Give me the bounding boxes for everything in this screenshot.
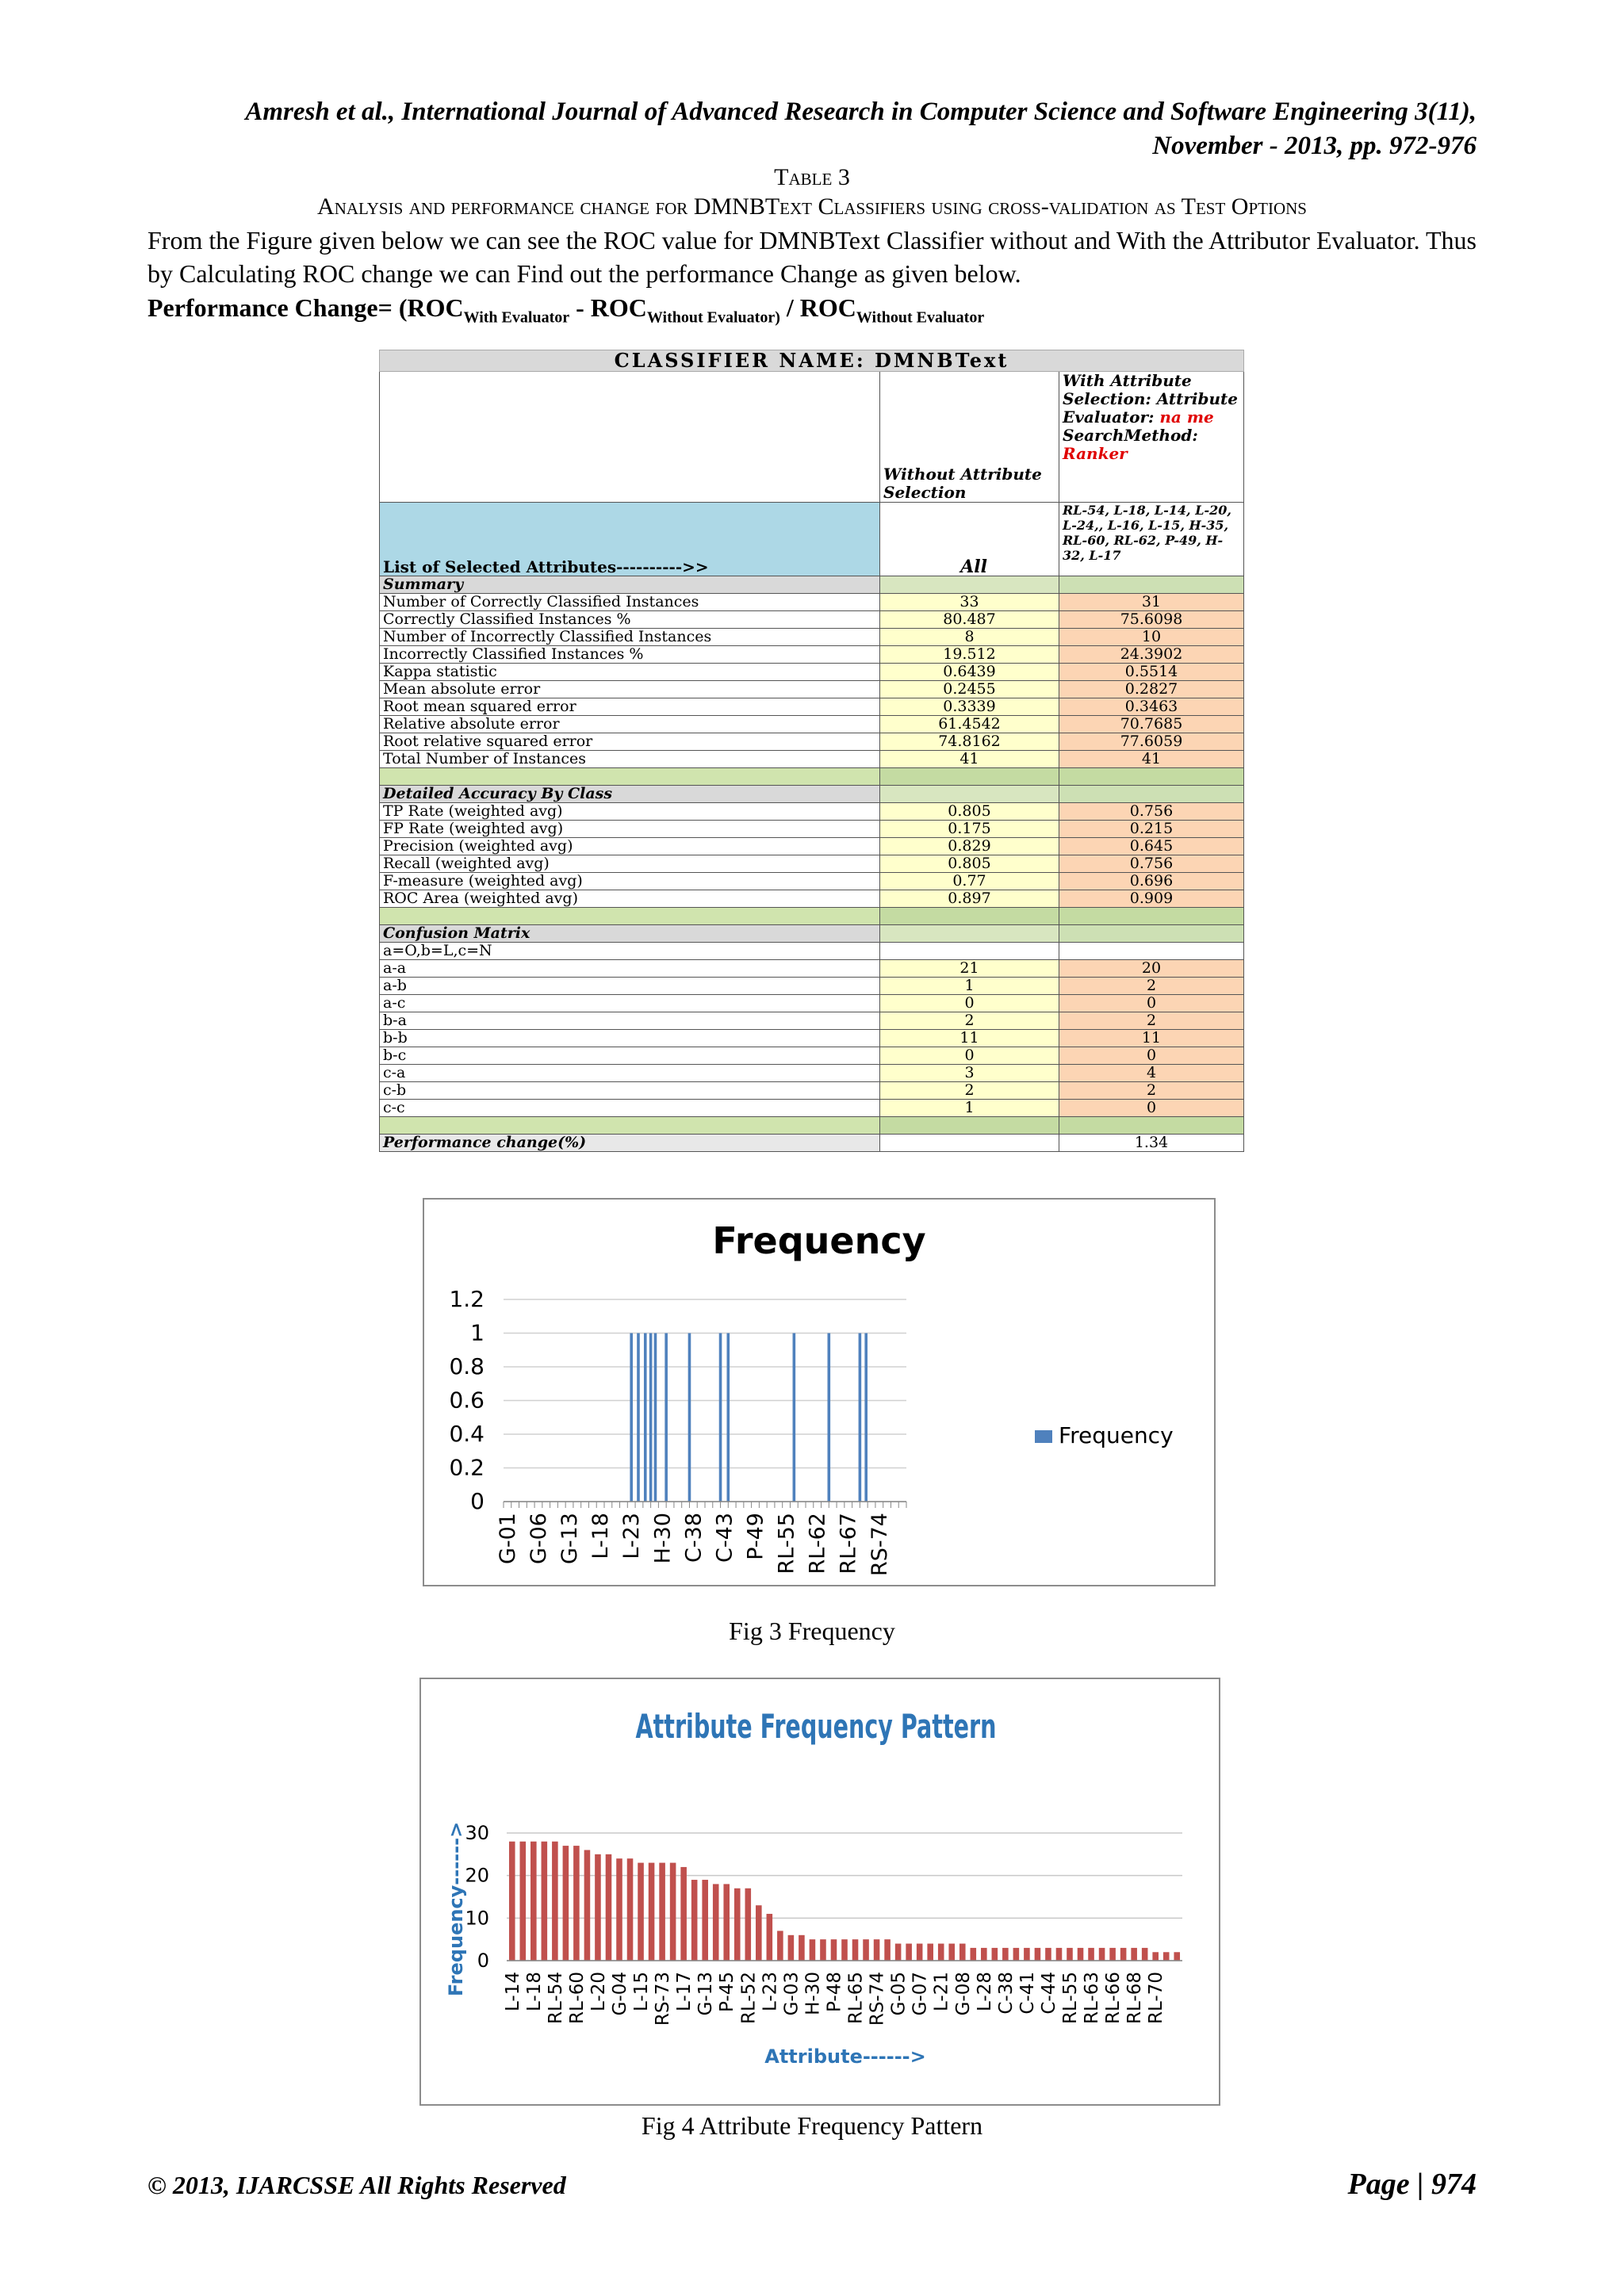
attribute-bar	[917, 1944, 923, 1961]
performance-change-blank	[880, 1135, 1059, 1152]
row-label: Number of Correctly Classified Instances	[380, 594, 880, 611]
selected-attributes-label: List of Selected Attributes---------->>	[380, 503, 880, 576]
value-with: 0	[1059, 995, 1244, 1012]
attribute-bar	[702, 1880, 708, 1961]
value-with: 70.7685	[1059, 716, 1244, 733]
header-blank	[380, 372, 880, 503]
value-with: 20	[1059, 960, 1244, 978]
x-tick-label: RL-66	[1103, 1972, 1124, 2024]
y-tick-label: 0	[470, 1488, 485, 1514]
attribute-bar	[1142, 1948, 1148, 1961]
section-cell	[880, 576, 1059, 594]
row-label: b-a	[380, 1012, 880, 1030]
y-axis-title: Frequency------>	[445, 1821, 467, 1997]
section-accuracy: Detailed Accuracy By Class	[380, 786, 880, 803]
body-paragraph: From the Figure given below we can see the ROC value for DMNBText Classifier without and With the Attributor Evaluator. Thus by Calculating ROC change we can Find out the performance Change as given below.	[147, 226, 1477, 288]
x-tick-label: L-15	[631, 1972, 653, 2011]
x-tick-label: L-14	[502, 1972, 523, 2011]
x-tick-label: L-17	[674, 1972, 695, 2011]
attribute-bar	[756, 1905, 762, 1961]
attribute-bar	[981, 1948, 987, 1961]
value-without: 0.805	[880, 803, 1059, 821]
col-with-header-ranker: Ranker	[1063, 444, 1128, 463]
spacer-cell	[880, 768, 1059, 786]
attribute-bar	[1035, 1948, 1041, 1961]
x-tick-label: P-45	[717, 1972, 738, 2012]
value-without: 0.6439	[880, 664, 1059, 681]
value-with: 0.909	[1059, 890, 1244, 908]
formula-lead: Performance Change= (ROC	[147, 293, 464, 322]
row-label: c-b	[380, 1082, 880, 1100]
empty-cell	[1059, 943, 1244, 960]
col-with-header-evaluator: na me	[1159, 408, 1214, 427]
x-tick-label: G-04	[610, 1972, 630, 2016]
value-without: 2	[880, 1012, 1059, 1030]
frequency-bar	[828, 1334, 831, 1502]
selected-attributes-with: RL-54, L-18, L-14, L-20, L-24,, L-16, L-15, H-35, RL-60, RL-62, P-49, H-32, L-17	[1059, 503, 1244, 576]
y-tick-label: 20	[465, 1864, 489, 1887]
value-with: 2	[1059, 1082, 1244, 1100]
attribute-bar	[895, 1944, 902, 1961]
value-without: 1	[880, 1100, 1059, 1117]
chart-title: Frequency	[712, 1219, 926, 1262]
value-with: 0.3463	[1059, 698, 1244, 716]
x-tick-label: G-06	[526, 1513, 551, 1565]
attribute-bar	[713, 1884, 719, 1961]
x-tick-label: L-18	[588, 1513, 614, 1559]
value-with: 0.696	[1059, 873, 1244, 890]
performance-formula	[147, 291, 984, 334]
attribute-bar	[852, 1939, 859, 1961]
spacer-cell	[380, 768, 880, 786]
attribute-bar	[1174, 1952, 1180, 1961]
x-tick-label: C-41	[1017, 1972, 1038, 2015]
attribute-bar	[509, 1842, 515, 1961]
value-with: 0.756	[1059, 803, 1244, 821]
x-tick-label: C-43	[712, 1513, 737, 1563]
attribute-bar	[542, 1842, 548, 1961]
section-cell	[880, 925, 1059, 943]
frequency-bar	[719, 1334, 722, 1502]
formula-minus: - ROC	[569, 293, 647, 322]
attribute-bar	[874, 1939, 880, 1961]
attribute-bar	[573, 1846, 580, 1961]
x-tick-label: P-49	[743, 1513, 768, 1560]
attribute-bar	[595, 1854, 601, 1961]
value-with: 4	[1059, 1065, 1244, 1082]
attribute-bar	[723, 1884, 730, 1961]
x-tick-label: G-08	[952, 1972, 974, 2016]
attribute-bar	[831, 1939, 837, 1961]
row-label: Root mean squared error	[380, 698, 880, 716]
x-tick-label: C-38	[995, 1972, 1017, 2015]
value-without: 8	[880, 629, 1059, 646]
attribute-bar	[606, 1854, 612, 1961]
attribute-bar	[863, 1939, 869, 1961]
legend-label: Frequency	[1059, 1422, 1174, 1448]
frequency-bar	[644, 1334, 647, 1502]
attribute-bar	[616, 1858, 622, 1961]
row-label: Mean absolute error	[380, 681, 880, 698]
attribute-bar	[563, 1846, 569, 1961]
formula-sub-with: With Evaluator	[463, 308, 570, 327]
frequency-bar	[665, 1334, 668, 1502]
section-cell	[880, 786, 1059, 803]
x-tick-label: C-38	[681, 1513, 707, 1563]
row-label: b-c	[380, 1047, 880, 1065]
value-with: 0.2827	[1059, 681, 1244, 698]
attribute-bar	[680, 1867, 687, 1961]
attribute-bar	[992, 1948, 998, 1961]
value-without: 0	[880, 995, 1059, 1012]
value-with: 41	[1059, 751, 1244, 768]
table-title: CLASSIFIER NAME: DMNBText	[380, 350, 1244, 372]
row-label: a-b	[380, 978, 880, 995]
attribute-bar	[1045, 1948, 1051, 1961]
section-confusion: Confusion Matrix	[380, 925, 880, 943]
selected-attributes-without: All	[880, 503, 1059, 576]
y-tick-label: 0.6	[449, 1387, 485, 1414]
value-without: 21	[880, 960, 1059, 978]
section-summary: Summary	[380, 576, 880, 594]
legend-swatch	[1035, 1430, 1052, 1443]
x-tick-label: RL-62	[805, 1513, 830, 1575]
row-label: c-a	[380, 1065, 880, 1082]
value-without: 80.487	[880, 611, 1059, 629]
value-without: 0.77	[880, 873, 1059, 890]
row-label: Incorrectly Classified Instances %	[380, 646, 880, 664]
value-without: 0.3339	[880, 698, 1059, 716]
attribute-bar	[820, 1939, 826, 1961]
value-with: 0.215	[1059, 821, 1244, 838]
x-tick-label: RL-55	[1060, 1972, 1081, 2024]
spacer-cell	[380, 908, 880, 925]
x-tick-label: G-01	[495, 1513, 520, 1565]
attribute-bar	[627, 1858, 634, 1961]
attribute-bar	[649, 1863, 655, 1961]
attribute-bar	[659, 1863, 665, 1961]
value-with: 24.3902	[1059, 646, 1244, 664]
frequency-bar	[859, 1334, 862, 1502]
value-with: 2	[1059, 1012, 1244, 1030]
x-tick-label: L-28	[974, 1972, 995, 2011]
attribute-bar	[1131, 1948, 1137, 1961]
spacer-cell	[880, 1117, 1059, 1135]
x-tick-label: G-13	[557, 1513, 583, 1565]
attribute-bar	[734, 1888, 741, 1961]
value-with: 0.645	[1059, 838, 1244, 855]
value-with: 2	[1059, 978, 1244, 995]
x-tick-label: RS-74	[867, 1513, 892, 1576]
attribute-bar	[948, 1944, 955, 1961]
value-without: 0.2455	[880, 681, 1059, 698]
col-with-header	[1059, 372, 1244, 503]
x-tick-label: C-44	[1038, 1972, 1059, 2015]
frequency-chart-svg	[424, 1200, 1214, 1585]
row-label: c-c	[380, 1100, 880, 1117]
value-without: 0.805	[880, 855, 1059, 873]
attribute-bar	[970, 1948, 976, 1961]
col-with-header-b: SearchMethod:	[1063, 426, 1198, 445]
attribute-bar	[841, 1939, 848, 1961]
spacer-cell	[1059, 908, 1244, 925]
attribute-frequency-chart-svg	[421, 1679, 1219, 2104]
value-without: 33	[880, 594, 1059, 611]
frequency-bar	[793, 1334, 796, 1502]
y-tick-label: 0.2	[449, 1454, 485, 1481]
figure-4-attribute-frequency-chart	[419, 1678, 1220, 2106]
row-label: F-measure (weighted avg)	[380, 873, 880, 890]
row-label: Precision (weighted avg)	[380, 838, 880, 855]
x-tick-label: G-13	[695, 1972, 717, 2016]
formula-sub-denominator: Without Evaluator	[856, 308, 985, 327]
value-without: 61.4542	[880, 716, 1059, 733]
attribute-bar	[1120, 1948, 1127, 1961]
value-without: 41	[880, 751, 1059, 768]
frequency-bar	[654, 1334, 657, 1502]
footer-copyright: © 2013, IJARCSSE All Rights Reserved	[147, 2171, 566, 2199]
attribute-bar	[906, 1944, 912, 1961]
x-tick-label: L-18	[523, 1972, 545, 2011]
section-cell	[1059, 786, 1244, 803]
x-tick-label: G-07	[910, 1972, 931, 2016]
row-label: a-c	[380, 995, 880, 1012]
x-tick-label: H-30	[650, 1513, 676, 1564]
attribute-bar	[1088, 1948, 1094, 1961]
row-label: ROC Area (weighted avg)	[380, 890, 880, 908]
attribute-bar	[1152, 1952, 1159, 1961]
y-tick-label: 10	[465, 1907, 489, 1930]
value-with: 0	[1059, 1047, 1244, 1065]
attribute-bar	[938, 1944, 944, 1961]
row-label: FP Rate (weighted avg)	[380, 821, 880, 838]
value-without: 11	[880, 1030, 1059, 1047]
row-label: Correctly Classified Instances %	[380, 611, 880, 629]
x-tick-label: L-21	[931, 1972, 952, 2011]
empty-cell	[880, 943, 1059, 960]
value-without: 1	[880, 978, 1059, 995]
attribute-bar	[810, 1939, 816, 1961]
frequency-bar	[649, 1334, 653, 1502]
row-label: b-b	[380, 1030, 880, 1047]
attribute-bar	[788, 1935, 795, 1961]
value-without: 2	[880, 1082, 1059, 1100]
x-tick-label: RL-65	[845, 1972, 867, 2024]
frequency-bar	[864, 1334, 868, 1502]
value-with: 11	[1059, 1030, 1244, 1047]
value-with: 10	[1059, 629, 1244, 646]
attribute-bar	[638, 1863, 644, 1961]
attribute-bar	[1024, 1948, 1030, 1961]
row-label: a-a	[380, 960, 880, 978]
section-cell	[1059, 576, 1244, 594]
figure-3-frequency-chart	[423, 1198, 1216, 1586]
table-number: Table 3	[774, 164, 850, 190]
attribute-bar	[670, 1863, 676, 1961]
formula-roc: ROC	[799, 293, 856, 322]
value-with: 31	[1059, 594, 1244, 611]
value-with: 0	[1059, 1100, 1244, 1117]
value-with: 77.6059	[1059, 733, 1244, 751]
x-tick-label: RL-52	[738, 1972, 760, 2024]
x-tick-label: RL-63	[1082, 1972, 1103, 2024]
x-tick-label: RL-67	[836, 1513, 861, 1575]
x-tick-label: RS-74	[867, 1972, 888, 2026]
x-tick-label: RL-70	[1146, 1972, 1167, 2024]
formula-divide: /	[779, 293, 800, 322]
footer-page-number: Page | 974	[1347, 2168, 1477, 2201]
spacer-cell	[380, 1117, 880, 1135]
col-with-header-a: With Attribute Selection: Attribute Evaluator:	[1063, 371, 1238, 427]
attribute-bar	[519, 1842, 526, 1961]
value-with: 0.5514	[1059, 664, 1244, 681]
attribute-bar	[1163, 1952, 1170, 1961]
row-label: Number of Incorrectly Classified Instances	[380, 629, 880, 646]
frequency-bar	[727, 1334, 730, 1502]
x-tick-label: L-23	[619, 1513, 645, 1559]
value-without: 74.8162	[880, 733, 1059, 751]
y-tick-label: 30	[465, 1822, 489, 1844]
spacer-cell	[1059, 1117, 1244, 1135]
formula-sub-without: Without Evaluator)	[646, 308, 780, 327]
performance-change-value: 1.34	[1059, 1135, 1244, 1152]
x-tick-label: H-30	[802, 1972, 824, 2015]
attribute-bar	[552, 1842, 558, 1961]
value-without: 0.829	[880, 838, 1059, 855]
section-cell	[1059, 925, 1244, 943]
x-tick-label: L-23	[760, 1972, 781, 2011]
x-tick-label: L-20	[588, 1972, 609, 2011]
x-tick-label: RS-73	[653, 1972, 674, 2026]
attribute-bar	[1056, 1948, 1063, 1961]
value-without: 19.512	[880, 646, 1059, 664]
attribute-bar	[691, 1880, 698, 1961]
x-tick-label: G-03	[781, 1972, 802, 2016]
value-without: 0	[880, 1047, 1059, 1065]
x-tick-label: P-48	[824, 1972, 845, 2012]
row-label: TP Rate (weighted avg)	[380, 803, 880, 821]
value-with: 75.6098	[1059, 611, 1244, 629]
attribute-bar	[1002, 1948, 1009, 1961]
row-label: Relative absolute error	[380, 716, 880, 733]
classifier-table	[379, 350, 1244, 1152]
frequency-bar	[637, 1334, 640, 1502]
value-with: 0.756	[1059, 855, 1244, 873]
attribute-bar	[799, 1935, 805, 1961]
x-tick-label: RL-54	[545, 1972, 566, 2024]
attribute-bar	[884, 1939, 891, 1961]
journal-header-line2: November - 2013, pp. 972-976	[1152, 132, 1477, 160]
confusion-legend: a=O,b=L,c=N	[380, 943, 880, 960]
attribute-bar	[1109, 1948, 1116, 1961]
chart-title: Attribute Frequency Pattern	[635, 1707, 997, 1746]
attribute-bar	[1078, 1948, 1084, 1961]
y-tick-label: 0.4	[449, 1421, 485, 1447]
y-tick-label: 1.2	[449, 1286, 485, 1312]
row-label: Total Number of Instances	[380, 751, 880, 768]
x-tick-label: G-05	[888, 1972, 910, 2016]
col-without-header: Without Attribute Selection	[880, 372, 1059, 503]
attribute-bar	[927, 1944, 933, 1961]
value-without: 3	[880, 1065, 1059, 1082]
attribute-bar	[745, 1888, 751, 1961]
spacer-cell	[880, 908, 1059, 925]
frequency-bar	[630, 1334, 633, 1502]
x-tick-label: RL-68	[1124, 1972, 1146, 2024]
frequency-bar	[688, 1334, 691, 1502]
y-tick-label: 0	[477, 1950, 489, 1972]
spacer-cell	[1059, 768, 1244, 786]
attribute-bar	[777, 1931, 783, 1961]
figure-4-caption: Fig 4 Attribute Frequency Pattern	[641, 2111, 983, 2140]
y-tick-label: 1	[470, 1319, 485, 1346]
row-label: Root relative squared error	[380, 733, 880, 751]
row-label: Recall (weighted avg)	[380, 855, 880, 873]
x-tick-label: RL-60	[566, 1972, 588, 2024]
row-label: Kappa statistic	[380, 664, 880, 681]
attribute-bar	[1067, 1948, 1073, 1961]
attribute-bar	[530, 1842, 537, 1961]
value-without: 0.175	[880, 821, 1059, 838]
attribute-bar	[959, 1944, 966, 1961]
attribute-bar	[767, 1914, 773, 1961]
attribute-bar	[1099, 1948, 1105, 1961]
x-tick-label: RL-55	[774, 1513, 799, 1575]
y-tick-label: 0.8	[449, 1353, 485, 1380]
journal-header-line1: Amresh et al., International Journal of Advanced Research in Computer Science and Software Engineering 3(11),	[245, 98, 1477, 126]
attribute-bar	[584, 1850, 591, 1961]
value-without: 0.897	[880, 890, 1059, 908]
x-axis-title: Attribute------>	[764, 2045, 926, 2068]
figure-3-caption: Fig 3 Frequency	[729, 1617, 895, 1645]
attribute-bar	[1013, 1948, 1020, 1961]
table-caption: Analysis and performance change for DMNBText Classifiers using cross-validation as Test Options	[317, 193, 1307, 220]
performance-change-label: Performance change(%)	[380, 1135, 880, 1152]
